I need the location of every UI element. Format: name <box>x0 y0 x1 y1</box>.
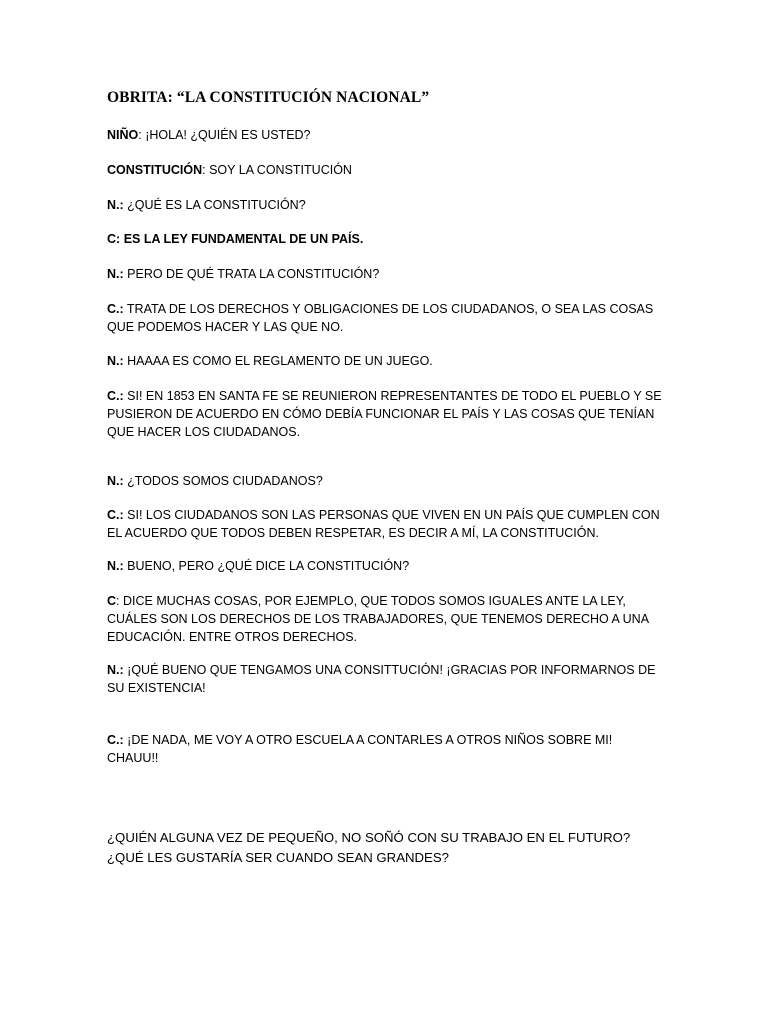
dialogue-line-14 <box>107 731 667 767</box>
dialogue-text: SOY LA CONSTITUCIÓN <box>209 163 352 177</box>
dialogue-text: DICE MUCHAS COSAS, POR EJEMPLO, QUE TODOS SOMOS IGUALES ANTE LA LEY, CUÁLES SON LOS DERECHOS DE LOS TRABAJADORES, QUE TENEMOS DERECHO A UNA EDUCACIÓN. ENTRE OTROS DERECHOS. <box>107 594 649 644</box>
speaker-label: CONSTITUCIÓN <box>107 163 203 177</box>
speaker-label: N.: <box>107 559 124 573</box>
speaker-label: C.: <box>107 508 124 522</box>
dialogue-line-6 <box>107 300 667 336</box>
speaker-label: N.: <box>107 663 124 677</box>
dialogue-line-5 <box>107 265 667 283</box>
speaker-label: C.: <box>107 389 124 403</box>
dialogue-line-2: CONSTITUCIÓN: SOY LA CONSTITUCIÓN <box>107 163 352 177</box>
dialogue-line-4 <box>107 230 667 248</box>
dialogue-text: ¡QUÉ BUENO QUE TENGAMOS UNA CONSITTUCIÓN! ¡GRACIAS POR INFORMARNOS DE SU EXISTENCIA! <box>107 663 656 695</box>
document-title: OBRITA: “LA CONSTITUCIÓN NACIONAL” <box>107 89 430 106</box>
speaker-label: N.: <box>107 267 124 281</box>
dialogue-line-12: C: DICE MUCHAS COSAS, POR EJEMPLO, QUE TODOS SOMOS IGUALES ANTE LA LEY, CUÁLES SON LOS DERECHOS DE LOS TRABAJADORES, QUE TENEMOS DERECHO A UNA EDUCACIÓN. ENTRE OTROS DERECHOS. <box>107 594 649 644</box>
speaker-label: N.: <box>107 198 124 212</box>
dialogue-line-11 <box>107 557 667 575</box>
dialogue-line-3 <box>107 196 667 214</box>
speaker-label: C.: <box>107 302 124 316</box>
speaker-label: C: <box>107 232 121 246</box>
speaker-label: N.: <box>107 474 124 488</box>
dialogue-text: ES LA LEY FUNDAMENTAL DE UN PAÍS. <box>123 232 364 246</box>
dialogue-text: HAAAA ES COMO EL REGLAMENTO DE UN JUEGO. <box>127 354 433 368</box>
dialogue-text: BUENO, PERO ¿QUÉ DICE LA CONSTITUCIÓN? <box>127 559 410 573</box>
speaker-label: C <box>107 594 117 608</box>
dialogue-text: ¡HOLA! ¿QUIÉN ES USTED? <box>145 128 311 142</box>
dialogue-line-7 <box>107 352 667 370</box>
speaker-label: C.: <box>107 733 124 747</box>
dialogue-line-1: NIÑO: ¡HOLA! ¿QUIÉN ES USTED? <box>107 128 311 142</box>
speaker-label: NIÑO <box>107 128 139 142</box>
dialogue-text: SI! LOS CIUDADANOS SON LAS PERSONAS QUE VIVEN EN UN PAÍS QUE CUMPLEN CON EL ACUERDO QUE TODOS DEBEN RESPETAR, ES DECIR A MÍ, LA CONSTITUCIÓN. <box>107 508 660 540</box>
dialogue-text: ¿TODOS SOMOS CIUDADANOS? <box>127 474 323 488</box>
speaker-label: N.: <box>107 354 124 368</box>
dialogue-text: ¡DE NADA, ME VOY A OTRO ESCUELA A CONTARLES A OTROS NIÑOS SOBRE MI! CHAUU!! <box>107 733 613 765</box>
dialogue-text: PERO DE QUÉ TRATA LA CONSTITUCIÓN? <box>127 267 380 281</box>
dialogue-line-8 <box>107 387 667 441</box>
dialogue-text: ¿QUÉ ES LA CONSTITUCIÓN? <box>127 198 306 212</box>
dialogue-text: SI! EN 1853 EN SANTA FE SE REUNIERON REPRESENTANTES DE TODO EL PUEBLO Y SE PUSIERON DE ACUERDO EN CÓMO DEBÍA FUNCIONAR EL PAÍS Y LAS COSAS QUE TENÍAN QUE HACER LOS CIUDADANOS. <box>107 389 662 439</box>
dialogue-line-9 <box>107 472 667 490</box>
dialogue-line-13 <box>107 661 667 697</box>
closing-question: ¿QUIÉN ALGUNA VEZ DE PEQUEÑO, NO SOÑÓ CON SU TRABAJO EN EL FUTURO? ¿QUÉ LES GUSTARÍA SER CUANDO SEAN GRANDES? <box>107 830 631 865</box>
dialogue-line-10 <box>107 506 667 542</box>
dialogue-text: TRATA DE LOS DERECHOS Y OBLIGACIONES DE LOS CIUDADANOS, O SEA LAS COSAS QUE PODEMOS HACER Y LAS QUE NO. <box>107 302 654 334</box>
